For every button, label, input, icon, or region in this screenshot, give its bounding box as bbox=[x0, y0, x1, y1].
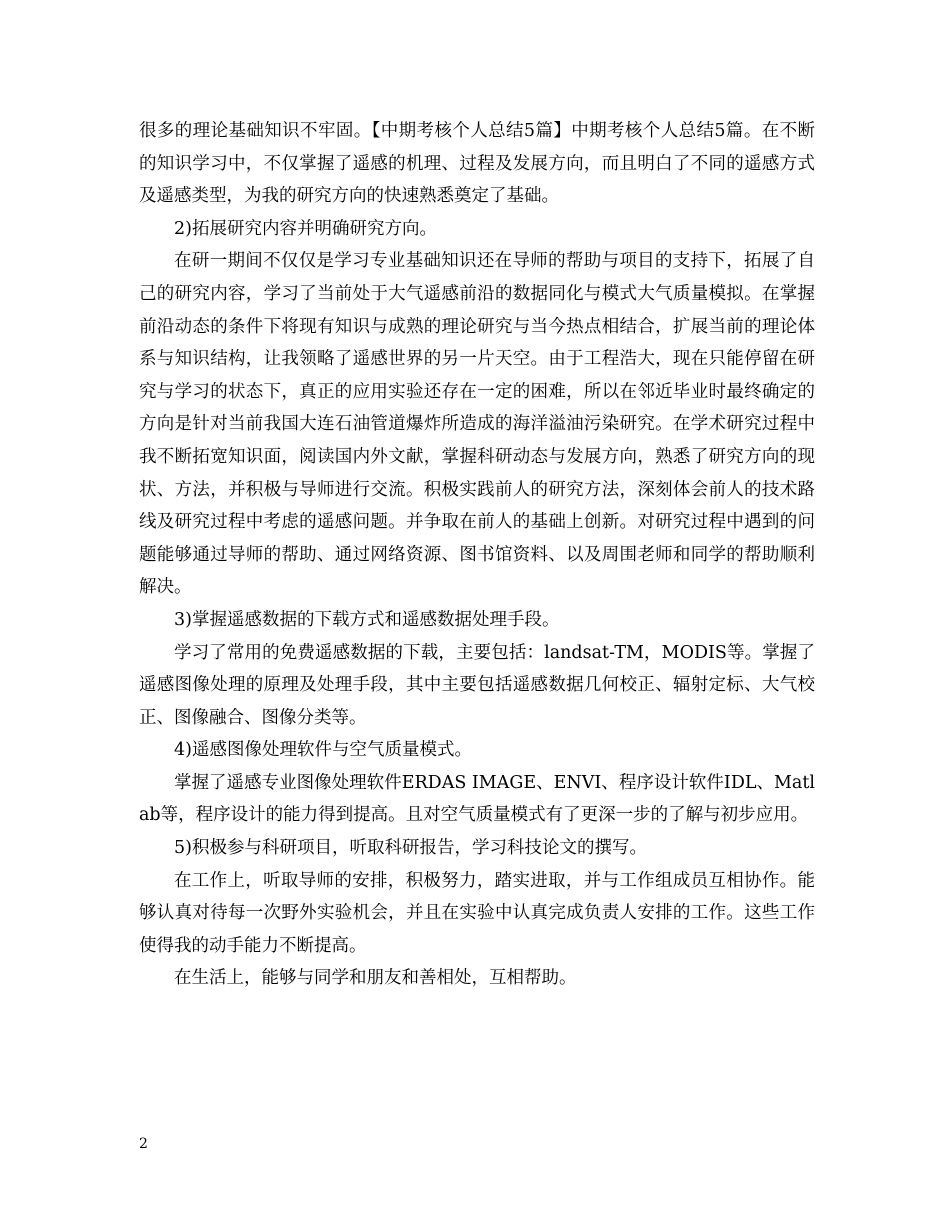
paragraph-4-heading: 3)掌握遥感数据的下载方式和遥感数据处理手段。 bbox=[174, 609, 560, 630]
paragraph-2-heading: 2)拓展研究内容并明确研究方向。 bbox=[174, 218, 437, 239]
paragraph-9: 在工作上，听取导师的安排，积极努力，踏实进取，并与工作组成员互相协作。能够认真对待每一次野外实验机会，并且在实验中认真完成负责人安排的工作。这些工作使得我的动手能力不断提高。 bbox=[139, 870, 815, 956]
paragraph-7: 掌握了遥感专业图像处理软件ERDAS IMAGE、ENVI、程序设计软件IDL、Matlab等，程序设计的能力得到提高。且对空气质量模式有了更深一步的了解与初步应用。 bbox=[139, 772, 815, 826]
document-body bbox=[139, 115, 815, 995]
paragraph-6-heading: 4)遥感图像处理软件与空气质量模式。 bbox=[174, 740, 472, 761]
paragraph-1: 很多的理论基础知识不牢固。【中期考核个人总结5篇】中期考核个人总结5篇。在不断的知识学习中，不仅掌握了遥感的机理、过程及发展方向，而且明白了不同的遥感方式及遥感类型，为我的研究方向的快速熟悉奠定了基础。 bbox=[139, 121, 815, 207]
paragraph-5: 学习了常用的免费遥感数据的下载，主要包括：landsat-TM，MODIS等。掌握了遥感图像处理的原理及处理手段，其中主要包括遥感数据几何校正、辐射定标、大气校正、图像融合、图像分类等。 bbox=[139, 642, 815, 728]
page-number: 2 bbox=[139, 1136, 148, 1152]
paragraph-3: 在研一期间不仅仅是学习专业基础知识还在导师的帮助与项目的支持下，拓展了自己的研究内容，学习了当前处于大气遥感前沿的数据同化与模式大气质量模拟。在掌握前沿动态的条件下将现有知识与成熟的理论研究与当今热点相结合，扩展当前的理论体系与知识结构，让我领略了遥感世界的另一片天空。由于工程浩大，现在只能停留在研究与学习的状态下，真正的应用实验还存在一定的困难，所以在邻近毕业时最终确定的方向是针对当前我国大连石油管道爆炸所造成的海洋溢油污染研究。在学术研究过程中我不断拓宽知识面，阅读国内外文献，掌握科研动态与发展方向，熟悉了研究方向的现状、方法，并积极与导师进行交流。积极实践前人的研究方法，深刻体会前人的技术路线及研究过程中考虑的遥感问题。并争取在前人的基础上创新。对研究过程中遇到的问题能够通过导师的帮助、通过网络资源、图书馆资料、以及周围老师和同学的帮助顺利解决。 bbox=[139, 251, 815, 598]
paragraph-8-heading: 5)积极参与科研项目，听取科研报告，学习科技论文的撰写。 bbox=[174, 838, 647, 859]
paragraph-10: 在生活上，能够与同学和朋友和善相处，互相帮助。 bbox=[174, 968, 577, 989]
